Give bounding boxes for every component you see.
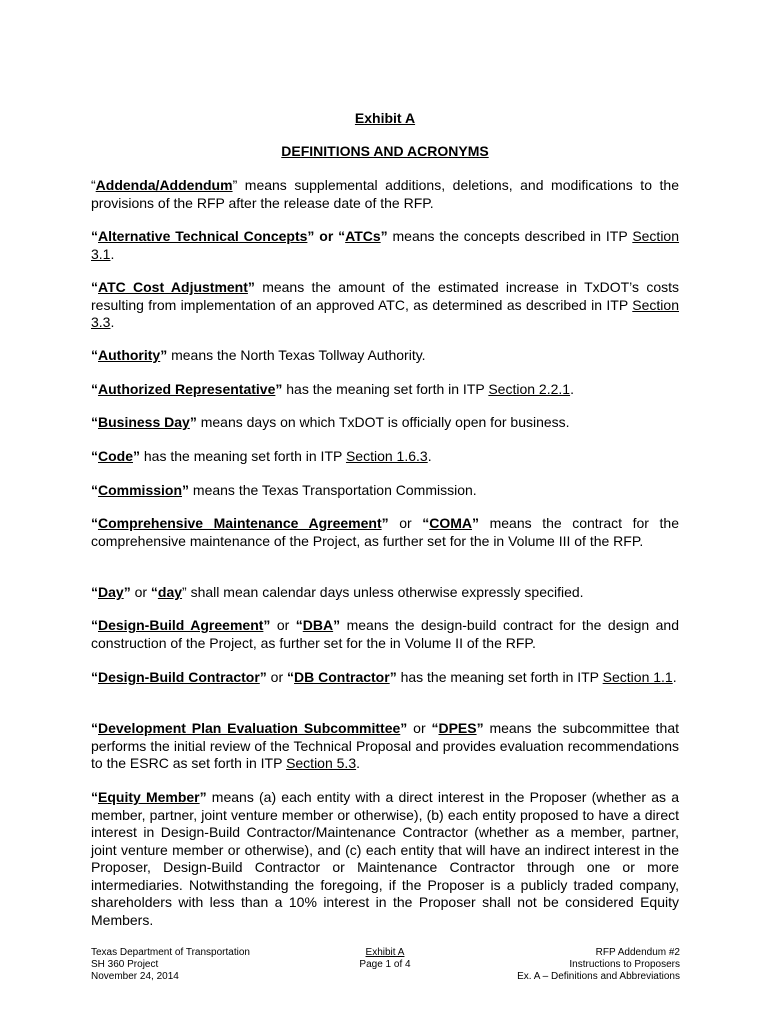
definition-authority: “Authority” means the North Texas Tollway Authority. [91, 347, 426, 363]
definition-text: means the amount of the estimated increase in TxDOT’s costs resulting from implementation of an approved ATC, as determined as described in ITP [91, 279, 679, 313]
definition-authorized-representative: “Authorized Representative” has the meaning set forth in ITP Section 2.2.1. [91, 381, 574, 397]
definition-dpes: “Development Plan Evaluation Subcommittee” or “DPES” means the subcommittee that performs the initial review of the Technical Proposal and provides evaluation recommendations to the ESRC as set forth in ITP Section 5.3. [91, 720, 679, 771]
term: Day [98, 584, 124, 600]
exhibit-title: Exhibit A [354, 110, 416, 126]
footer-right [517, 947, 680, 983]
definition-text: means the concepts described in ITP [387, 228, 633, 244]
definition-day: “Day” or “day” shall mean calendar days unless otherwise expressly specified. [91, 584, 584, 600]
term-acronym: ATCs [345, 228, 381, 244]
definition-text: means days on which TxDOT is officially open for business. [196, 414, 570, 430]
footer-addendum: RFP Addendum #2 [595, 947, 680, 958]
definition-text: ” means supplemental additions, deletions, and modifications to the provisions of the RFP after the release date of the RFP. [91, 177, 679, 211]
definition-dba: “Design-Build Agreement” or “DBA” means the design-build contract for the design and construction of the Project, as further set for the in Volume II of the RFP. [91, 617, 679, 651]
term-acronym: DBA [302, 617, 334, 633]
term: Equity Member [98, 789, 200, 805]
definition-atc-cost-adjustment: “ATC Cost Adjustment” means the amount of the estimated increase in TxDOT’s costs resulting from implementation of an approved ATC, as determined as described in ITP Section 3.3. [91, 279, 679, 330]
term: Comprehensive Maintenance Agreement [98, 515, 382, 531]
footer-agency: Texas Department of Transportation [91, 947, 250, 958]
footer-left [91, 947, 250, 983]
definition-addenda [91, 177, 679, 212]
definition-code: “Code” has the meaning set forth in ITP Section 1.6.3. [91, 448, 432, 464]
definition-coma: “Comprehensive Maintenance Agreement” or “COMA” means the contract for the comprehensive maintenance of the Project, as further set for the in Volume III of the RFP. [91, 515, 680, 549]
term: Authority [98, 347, 161, 363]
definition-db-contractor: “Design-Build Contractor” or “DB Contractor” has the meaning set forth in ITP Section 1.1. [91, 669, 677, 685]
definition-text: means the North Texas Tollway Authority. [167, 347, 426, 363]
term: Development Plan Evaluation Subcommittee [98, 720, 401, 736]
definition-text: has the meaning set forth in ITP [282, 381, 489, 397]
definition-text: means the contract for the comprehensive maintenance of the Project, as further set for the in Volume III of the RFP. [91, 515, 680, 549]
definition-text: has the meaning set forth in ITP [396, 669, 603, 685]
footer-document: Instructions to Proposers [569, 959, 680, 970]
footer-page-number: Page 1 of 4 [359, 959, 411, 970]
quote-open: “ [91, 177, 96, 193]
term: Business Day [98, 414, 190, 430]
term-acronym: DB Contractor [294, 669, 390, 685]
term: Design-Build Agreement [98, 617, 264, 633]
definition-text: means the design-build contract for the design and construction of the Project, as further set for the in Volume II of the RFP. [91, 617, 679, 651]
section-reference: Section 1.6.3 [345, 448, 428, 464]
footer-center [285, 947, 485, 971]
term: Alternative Technical Concepts [98, 228, 308, 244]
term: Commission [98, 482, 183, 498]
definition-atc: “Alternative Technical Concepts” or “ATCs” means the concepts described in ITP Section 3.1. [91, 228, 680, 262]
footer-date: November 24, 2014 [91, 971, 179, 982]
definition-text: means the subcommittee that performs the initial review of the Technical Proposal and provides evaluation recommendations to the ESRC as set forth in ITP [91, 720, 679, 771]
definition-text: has the meaning set forth in ITP [140, 448, 346, 464]
term-acronym: COMA [429, 515, 473, 531]
term: Code [98, 448, 133, 464]
definition-business-day: “Business Day” means days on which TxDOT is officially open for business. [91, 414, 570, 430]
definition-text: ” shall mean calendar days unless otherwise expressly specified. [182, 584, 584, 600]
definition-text: means (a) each entity with a direct interest in the Proposer (whether as a member, partner, joint venture member or otherwise), (b) each entity proposed to have a direct interest in Design-Build Contractor/Maintenance Contractor (whether as a member, partner, joint venture member or otherwise), and (c) each entity that will have an indirect interest in the Proposer, Design-Build Contractor or Maintenance Contractor through one or more intermediaries. Notwithstanding the foregoing, if the Proposer is a publicly traded company, shareholders with less than a 10% interest in the Proposer shall not be considered Equity Members. [91, 789, 679, 928]
term-lowercase: day [157, 584, 183, 600]
section-reference: Section 5.3 [286, 755, 357, 771]
term: Authorized Representative [98, 381, 276, 397]
section-reference: Section 3.3 [91, 296, 679, 330]
footer-project: SH 360 Project [91, 959, 159, 970]
term: Design-Build Contractor [98, 669, 260, 685]
definition-text: means the Texas Transportation Commission. [189, 482, 477, 498]
section-reference: Section 2.2.1 [488, 381, 571, 397]
definition-commission: “Commission” means the Texas Transportation Commission. [91, 482, 477, 498]
definition-equity-member: “Equity Member” means (a) each entity with a direct interest in the Proposer (whether as a member, partner, joint venture member or otherwise), (b) each entity proposed to have a direct interest in Design-Build Contractor/Maintenance Contractor (whether as a member, partner, joint venture member or otherwise), and (c) each entity that will have an indirect interest in the Proposer, Design-Build Contractor or Maintenance Contractor through one or more intermediaries. Notwithstanding the foregoing, if the Proposer is a publicly traded company, shareholders with less than a 10% interest in the Proposer shall not be considered Equity Members. [91, 789, 679, 928]
term: ATC Cost Adjustment [98, 279, 248, 295]
term: Addenda/Addendum [95, 177, 233, 193]
section-reference: Section 3.1 [91, 228, 680, 262]
footer-exhibit-title: Ex. A – Definitions and Abbreviations [517, 971, 680, 982]
section-title: DEFINITIONS AND ACRONYMS [281, 143, 489, 159]
section-reference: Section 1.1 [602, 669, 673, 685]
term-acronym: DPES [438, 720, 477, 736]
footer-exhibit: Exhibit A [365, 947, 405, 958]
